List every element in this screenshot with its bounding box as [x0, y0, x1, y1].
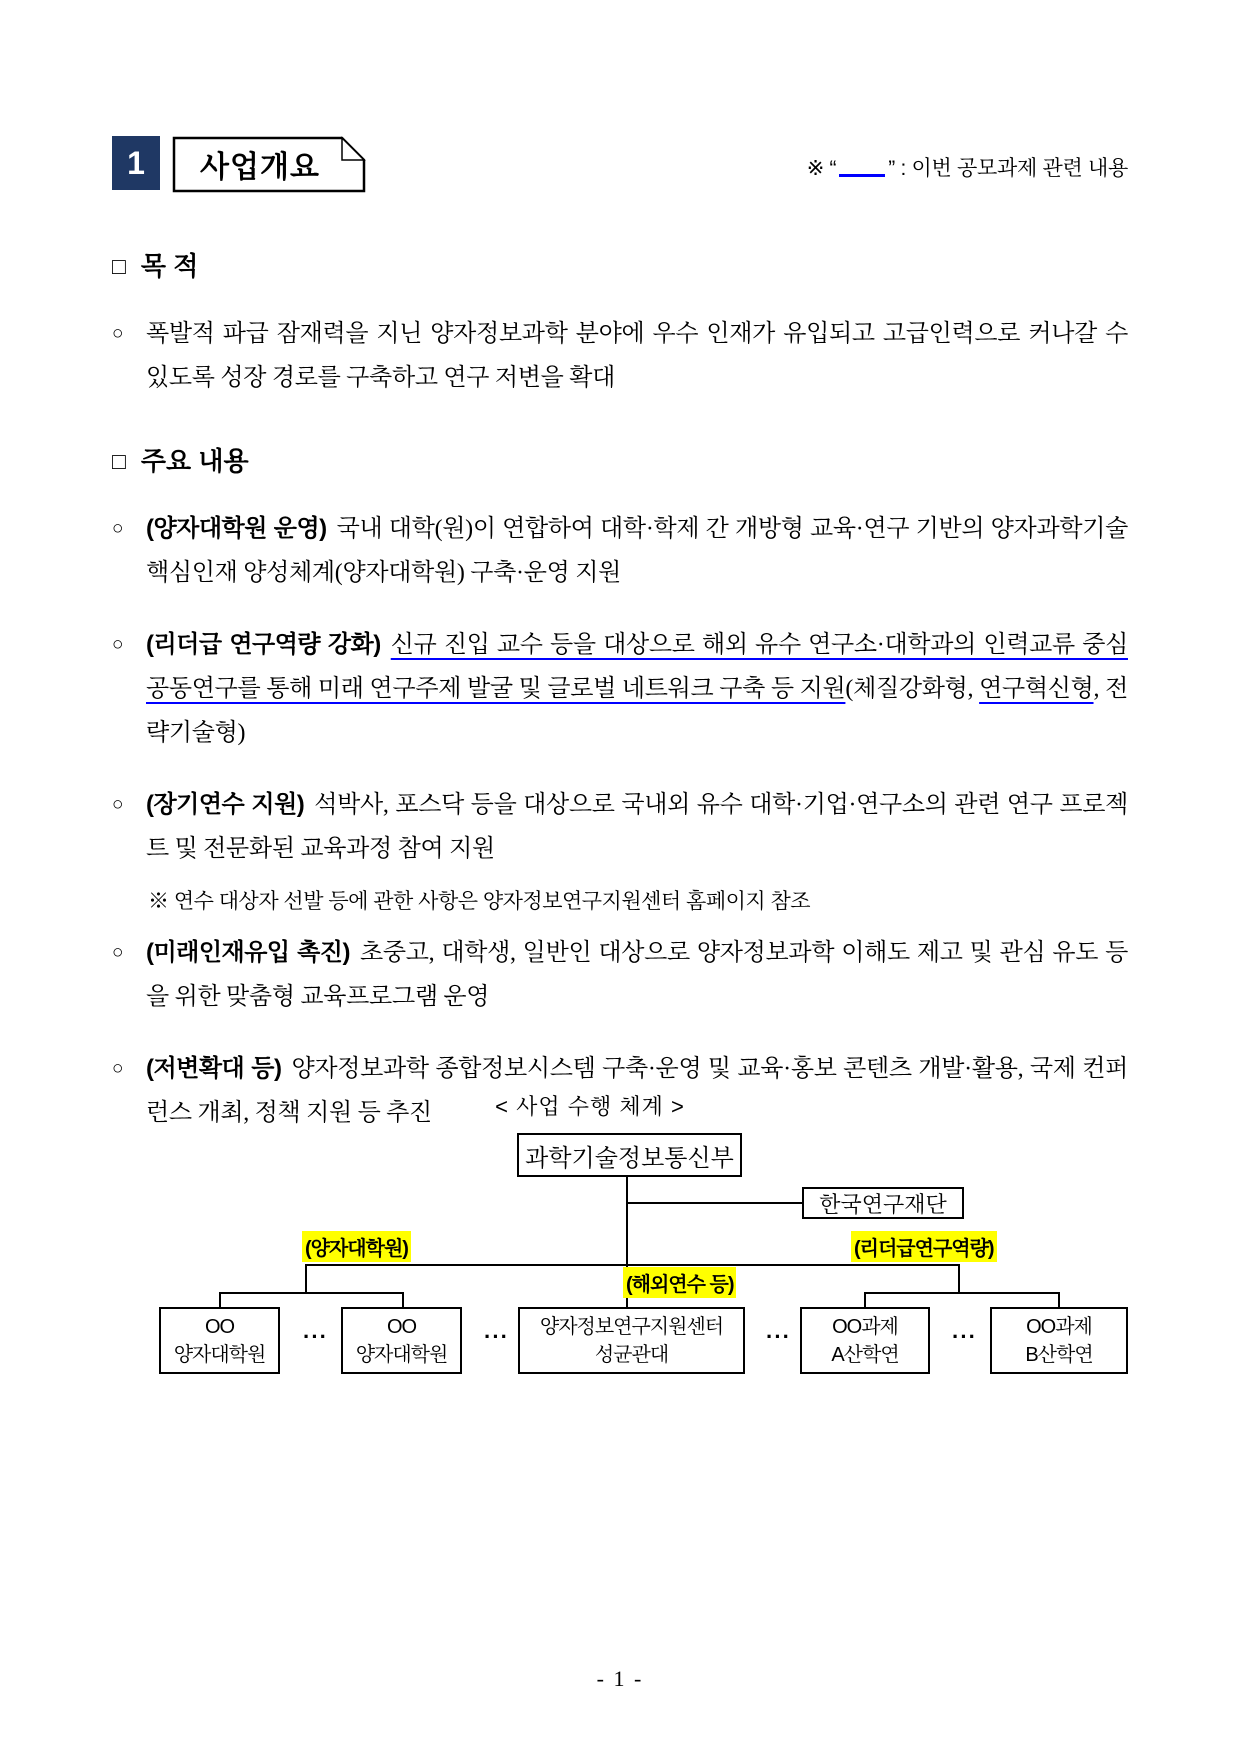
- org-box-line: OO: [386, 1315, 417, 1338]
- section-number-badge: 1: [112, 136, 160, 190]
- blue-underline-blank: [839, 154, 885, 177]
- org-box-project-a: [800, 1307, 930, 1374]
- header-note: [807, 136, 1128, 182]
- list-item-longterm-training: [112, 783, 1128, 871]
- label-overseas-training: (해외연수 등): [623, 1267, 736, 1298]
- item-body: (체질강화형,: [845, 676, 980, 702]
- list-item-leader-research: [112, 623, 1128, 755]
- connector-nrf-horizontal: [626, 1202, 804, 1204]
- org-box-line: OO과제: [832, 1315, 898, 1338]
- heading-purpose-label: 목 적: [140, 251, 199, 281]
- item-body: 국내 대학(원)이 연합하여 대학·학제 간 개방형 교육·연구 기반의 양자과학기술 핵심인재 양성체계(양자대학원) 구축·운영 지원: [146, 516, 1128, 586]
- org-box-project-b: [990, 1307, 1128, 1374]
- connector-left-vertical: [305, 1264, 307, 1294]
- circle-bullet-icon: ○: [112, 323, 124, 344]
- diagram-title: < 사업 수행 체계 >: [495, 1094, 685, 1119]
- item-text: [146, 783, 1128, 871]
- item-body: 초중고, 대학생, 일반인 대상으로 양자정보과학 이해도 제고 및 관심 유도 등을 위한 맞춤형 교육프로그램 운영: [146, 940, 1129, 1010]
- item-text: [146, 507, 1128, 595]
- list-item-graduate-school: [112, 507, 1128, 595]
- heading-main-contents: [112, 444, 1128, 479]
- org-box-line: 양자정보연구지원센터: [539, 1315, 724, 1338]
- item-lead: (저변확대 등): [146, 1055, 282, 1082]
- item-body: 석박사, 포스닥 등을 대상으로 국내외 유수 대학·기업·연구소의 관련 연구 프로젝트 및 전문화된 교육과정 참여 지원: [146, 792, 1128, 862]
- connector-right-vertical: [958, 1264, 960, 1294]
- circle-bullet-icon: ○: [112, 1058, 124, 1079]
- connector-right-split: [864, 1292, 1060, 1294]
- section-title-box: [172, 136, 366, 193]
- purpose-text: 폭발적 파급 잠재력을 지닌 양자정보과학 분야에 우수 인재가 유입되고 고급인력으로 커나갈 수 있도록 성장 경로를 구축하고 연구 저변을 확대: [146, 321, 1128, 391]
- connector-left-split: [219, 1292, 404, 1294]
- ellipsis: ···: [484, 1324, 509, 1349]
- note-prefix: ※ “: [806, 157, 837, 180]
- note-suffix: ” : 이번 공모과제 관련 내용: [888, 157, 1128, 180]
- label-leader-research: (리더급연구역량): [851, 1231, 997, 1262]
- page-number: - 1 -: [596, 1666, 644, 1691]
- list-item-future-talent: [112, 931, 1128, 1019]
- ministry-box: 과학기술정보통신부: [517, 1133, 742, 1177]
- item-underlined-word: 연구혁신형: [979, 676, 1094, 702]
- org-box-grad-school-2: [341, 1307, 462, 1374]
- item-lead: (리더급 연구역량 강화): [146, 631, 381, 658]
- org-box-line: B산학연: [1025, 1343, 1093, 1366]
- circle-bullet-icon: ○: [112, 794, 124, 815]
- org-box-line: 성균관대: [594, 1343, 669, 1366]
- org-box-support-center: [518, 1307, 745, 1374]
- nrf-box: 한국연구재단: [802, 1187, 964, 1219]
- ellipsis: ···: [303, 1324, 328, 1349]
- org-box-grad-school-1: [159, 1307, 280, 1374]
- org-box-line: OO과제: [1026, 1315, 1092, 1338]
- circle-bullet-icon: ○: [112, 634, 124, 655]
- reference-note: ※ 연수 대상자 선발 등에 관한 사항은 양자정보연구지원센터 홈페이지 참조: [148, 890, 811, 913]
- execution-structure-diagram: [0, 1088, 1240, 1398]
- connector-main-horizontal: [305, 1264, 960, 1266]
- ellipsis: ···: [952, 1324, 977, 1349]
- heading-purpose: [112, 249, 1128, 284]
- square-marker: □: [112, 448, 126, 474]
- org-box-line: A산학연: [831, 1343, 899, 1366]
- label-quantum-graduate-school: (양자대학원): [302, 1231, 411, 1262]
- circle-bullet-icon: ○: [112, 942, 124, 963]
- item-lead: (양자대학원 운영): [146, 515, 327, 542]
- item-body: 양자정보과학 종합정보시스템 구축·운영 및 교육·홍보 콘텐츠 개발·활용, 국제 컨퍼런스 개최, 정책 지원 등 추진: [146, 1056, 1128, 1126]
- section-header: [112, 136, 1128, 193]
- item-lead: (장기연수 지원): [146, 791, 305, 818]
- ellipsis: ···: [766, 1324, 791, 1349]
- item-text: [146, 931, 1128, 1019]
- item-text: [146, 623, 1128, 755]
- item-lead: (미래인재유입 촉진): [146, 939, 350, 966]
- org-box-line: 양자대학원: [173, 1343, 266, 1366]
- page-title: 사업개요: [200, 150, 320, 184]
- item-underlined-body: 신규 진입 교수 등을 대상으로 해외 유수 연구소·대학과의 인력교류 중심 공동연구를 통해 미래 연구주제 발굴 및 글로벌 네트워크 구축 등 지원: [146, 632, 1128, 702]
- square-marker: □: [112, 253, 126, 279]
- purpose-bullet: [112, 312, 1128, 400]
- heading-main-label: 주요 내용: [140, 446, 249, 476]
- org-box-line: OO: [204, 1315, 235, 1338]
- circle-bullet-icon: ○: [112, 518, 124, 539]
- org-box-line: 양자대학원: [355, 1343, 448, 1366]
- item-body: , 전략기술형): [146, 676, 1128, 746]
